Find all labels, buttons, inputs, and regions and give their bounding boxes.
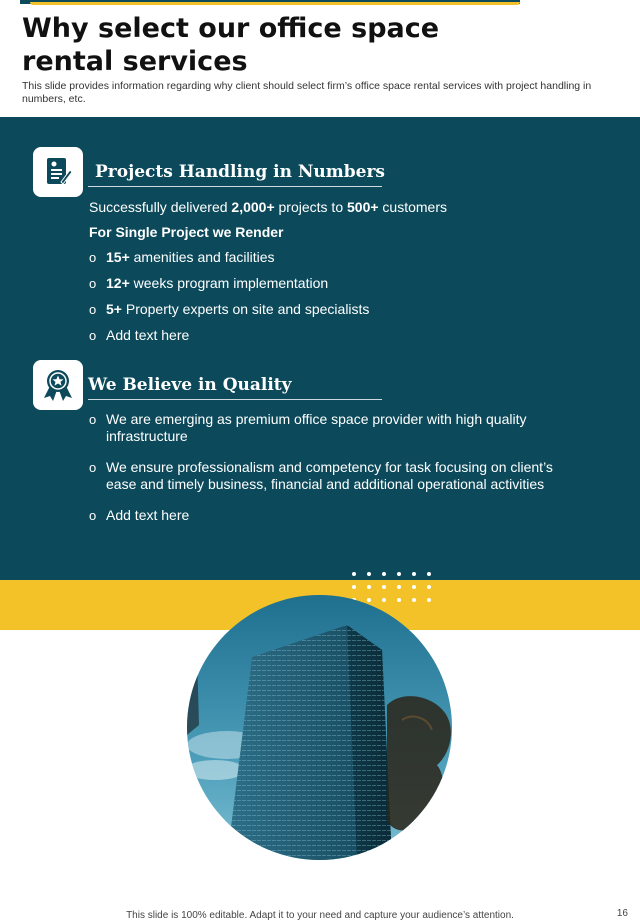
decorative-dot — [412, 572, 416, 576]
award-ribbon-icon — [33, 360, 83, 410]
decorative-dot — [412, 585, 416, 589]
decorative-dot — [427, 598, 431, 602]
skyscraper-illustration — [187, 595, 452, 860]
list-item: o 15+ amenities and facilities — [89, 249, 275, 265]
decorative-dot — [427, 572, 431, 576]
section-heading-quality: We Believe in Quality — [88, 375, 292, 395]
page-subtitle: This slide provides information regarding why client should select firm’s office space rental services with project handling in numbers, etc. — [22, 80, 592, 105]
decorative-dot — [382, 585, 386, 589]
decorative-dot — [367, 572, 371, 576]
list-item: o 5+ Property experts on site and specialists — [89, 301, 370, 317]
decorative-dot — [397, 585, 401, 589]
bullet-marker: o — [89, 250, 97, 265]
bullet-marker: o — [89, 412, 97, 427]
list-item: o We are emerging as premium office space provider with high quality infrastructure — [89, 411, 527, 444]
decorative-dot — [397, 598, 401, 602]
yellow-accent-bar — [30, 2, 520, 5]
decorative-dot — [382, 598, 386, 602]
decorative-dot — [352, 585, 356, 589]
list-item: o Add text here — [89, 507, 190, 523]
decorative-dot — [382, 572, 386, 576]
decorative-dot — [397, 572, 401, 576]
bullet-marker: o — [89, 302, 97, 317]
list-item: o We ensure professionalism and competency for task focusing on client’s ease and timely business, financial and additional operational activities — [89, 459, 553, 492]
decorative-dot — [412, 598, 416, 602]
decorative-dot — [427, 585, 431, 589]
list-item: o Add text here — [89, 327, 190, 343]
page-number: 16 — [616, 908, 628, 919]
bullet-marker: o — [89, 508, 97, 523]
section-divider — [88, 186, 382, 187]
decorative-dot — [367, 598, 371, 602]
list-item: o 12+ weeks program implementation — [89, 275, 329, 291]
section-heading-projects: Projects Handling in Numbers — [95, 162, 385, 182]
bullet-marker: o — [89, 276, 97, 291]
page-title: Why select our office space rental services — [22, 13, 440, 77]
projects-summary: Successfully delivered 2,000+ projects to 500+ customers — [89, 199, 448, 215]
bullet-marker: o — [89, 328, 97, 343]
footer-note: This slide is 100% editable. Adapt it to your need and capture your audience’s attention. — [126, 910, 514, 921]
bullet-marker: o — [89, 460, 97, 475]
building-photo — [187, 595, 452, 860]
section-divider — [88, 399, 382, 400]
decorative-dot — [352, 572, 356, 576]
projects-subheading: For Single Project we Render — [89, 224, 284, 240]
decorative-dot — [367, 585, 371, 589]
document-checklist-icon — [33, 147, 83, 197]
top-accent-bars — [0, 0, 640, 8]
